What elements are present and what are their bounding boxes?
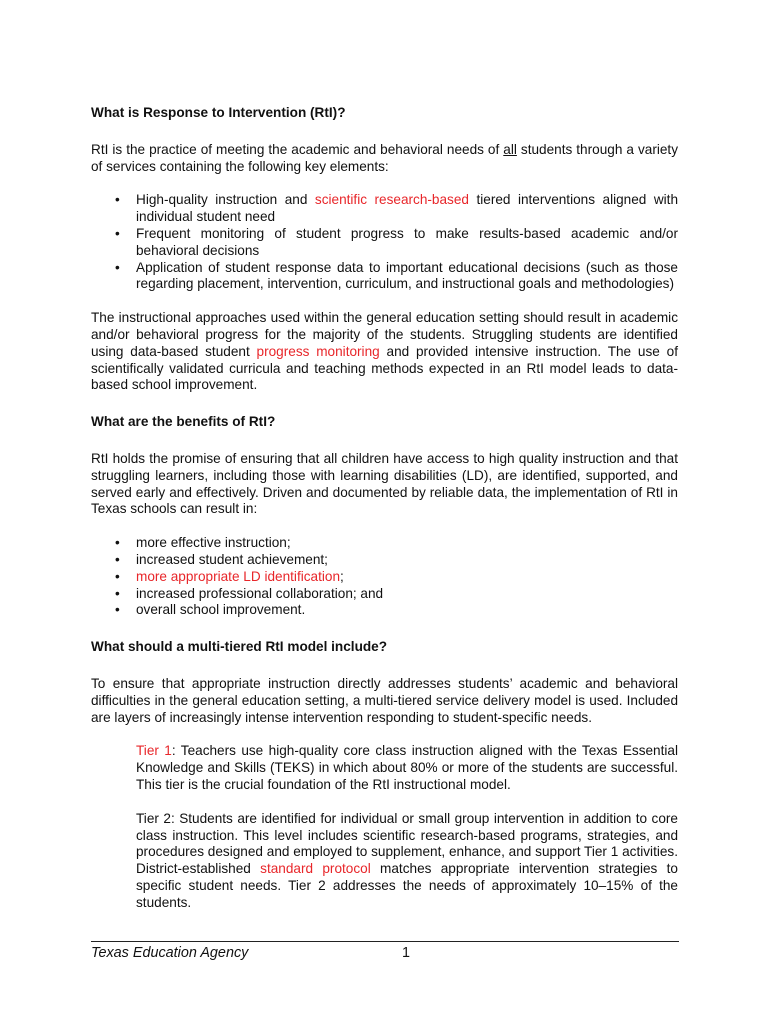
instructional-approaches-paragraph: The instructional approaches used within the general education setting should result in academic and/or behavioral progress for the majority of the students. Struggling students are identified using data-based student progress monitoring and provided intensive instruction. The use of scientifically validated curricula and teaching methods expected in an RtI model leads to data-based school improvement. [91,310,678,393]
page-footer [91,941,679,972]
heading-what-is-rti: What is Response to Intervention (RtI)? [91,105,346,120]
progress-monitoring-link[interactable]: progress monitoring [256,343,380,359]
key-elements-list [91,192,678,293]
scientific-research-based-link[interactable]: scientific research-based [314,192,469,208]
multi-tiered-paragraph: To ensure that appropriate instruction directly addresses students’ academic and behavioral difficulties in the general education setting, a multi-tiered service delivery model is used. Included are layers of increasingly intense intervention responding to student-specific needs. [91,675,678,725]
benefits-list [91,535,678,619]
list-item: • increased student achievement; [91,552,678,569]
list-item: • more appropriate LD identification; [91,569,678,586]
heading-multi-tiered-model: What should a multi-tiered RtI model include? [91,639,388,655]
list-item: • overall school improvement. [91,602,678,619]
list-item: • High-quality instruction and scientific research-based tiered interventions aligned with individual student need [91,192,678,226]
page-number: 1 [402,945,411,961]
tier-1-link[interactable]: Tier 1 [136,743,172,759]
document-body [91,105,678,911]
list-item: • increased professional collaboration; and [91,586,678,603]
ld-identification-link[interactable]: more appropriate LD identification [136,568,341,584]
rti-definition-paragraph: RtI is the practice of meeting the academic and behavioral needs of all students through a variety of services containing the following key elements: [91,141,678,174]
benefits-paragraph: RtI holds the promise of ensuring that all children have access to high quality instruction and that struggling learners, including those with learning disabilities (LD), are identified, supported, and served early and effectively. Driven and documented by reliable data, the implementation of RtI in Texas schools can result in: [91,450,678,517]
footer-agency: Texas Education Agency [91,945,249,961]
tier-1-paragraph: Tier 1: Teachers use high-quality core class instruction aligned with the Texas Essential Knowledge and Skills (TEKS) in which about 80% or more of the students are successful. This tier is the crucial foundation of the RtI instructional model. [136,743,678,792]
list-item: • Application of student response data to important educational decisions (such as those regarding placement, intervention, curriculum, and instructional goals and methodologies) [91,260,678,294]
tier-2-paragraph: Tier 2: Students are identified for individual or small group intervention in addition to core class instruction. This level includes scientific research-based programs, strategies, and procedures designed and employed to supplement, enhance, and support Tier 1 activities. District-established standard protocol matches appropriate intervention strategies to specific student needs. Tier 2 addresses the needs of approximately 10–15% of the students. [136,810,678,910]
list-item: • Frequent monitoring of student progress to make results-based academic and/or behavioral decisions [91,226,678,260]
standard-protocol-link[interactable]: standard protocol [260,861,371,877]
emphasis-all: all [503,141,517,157]
heading-benefits: What are the benefits of RtI? [91,414,276,430]
list-item: • more effective instruction; [91,535,678,552]
